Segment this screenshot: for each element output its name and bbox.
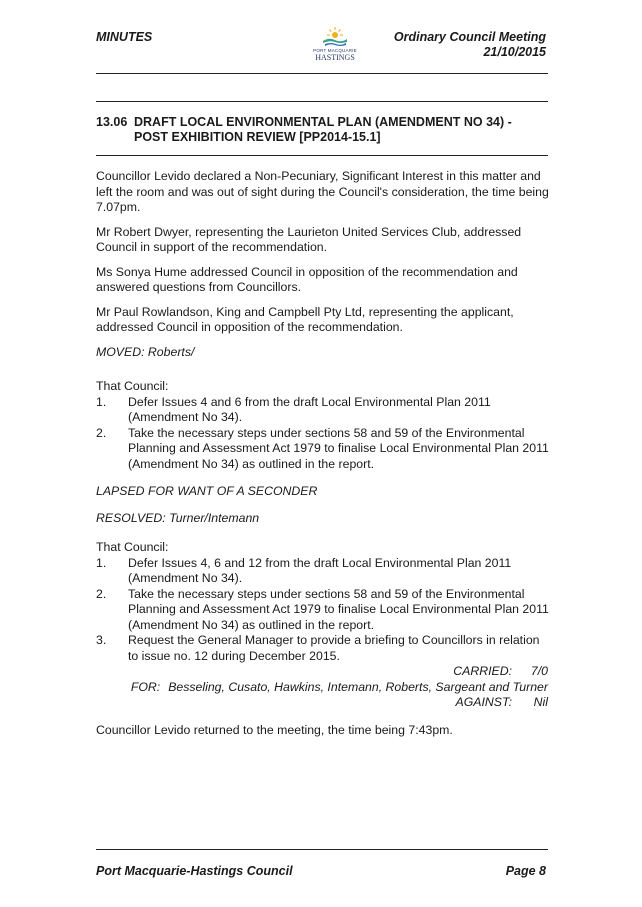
list-item xyxy=(96,633,551,664)
logo-big-text: HASTINGS xyxy=(315,53,355,62)
lapsed-line: LAPSED FOR WANT OF A SECONDER xyxy=(96,484,318,498)
list-item-text: Defer Issues 4, 6 and 12 from the draft Local Environmental Plan 2011 (Amendment No 34). xyxy=(128,555,512,585)
paragraph: Mr Paul Rowlandson, King and Campbell Pty Ltd, representing the applicant, addressed Council in opposition of the recommendation. xyxy=(96,304,514,334)
logo-small-text: PORT MACQUARIE xyxy=(313,48,357,53)
carried-value: 7/0 xyxy=(530,664,548,678)
list-item-number: 2. xyxy=(96,586,107,601)
for-value: Besseling, Cusato, Hawkins, Intemann, Roberts, Sargeant and Turner xyxy=(168,679,548,694)
list-item xyxy=(96,556,551,587)
vote-for xyxy=(96,680,548,696)
for-label: FOR: xyxy=(130,679,161,694)
footer-page-number: Page 8 xyxy=(505,864,546,878)
list-item-text: Request the General Manager to provide a briefing to Councillors in relation to issue no. 12 during December 2015. xyxy=(128,633,540,663)
list-item xyxy=(96,395,551,426)
meeting-date: 21/10/2015 xyxy=(483,45,546,59)
motion1-list xyxy=(96,395,551,473)
list-item xyxy=(96,587,551,634)
list-item-text: Take the necessary steps under sections 58 and 59 of the Environmental Planning and Assessment Act 1979 to finalise Local Environmental Plan 2011 (Amendment No 34) as outlined in the report. xyxy=(128,425,549,471)
list-item-number: 3. xyxy=(96,633,107,647)
motion2-intro: That Council: xyxy=(96,540,169,554)
meeting-name: Ordinary Council Meeting xyxy=(393,30,546,44)
motion1-intro: That Council: xyxy=(96,379,169,393)
carried-label: CARRIED: xyxy=(453,664,512,678)
header-rule xyxy=(96,73,548,74)
footer-council-name: Port Macquarie-Hastings Council xyxy=(96,864,293,878)
list-item-number: 1. xyxy=(96,555,107,570)
header-right xyxy=(394,30,546,60)
paragraph: Mr Robert Dwyer, representing the Laurieton United Services Club, addressed Council in support of the recommendation. xyxy=(96,224,522,254)
title-bottom-rule xyxy=(96,155,548,156)
list-item-text: Defer Issues 4 and 6 from the draft Local Environmental Plan 2011 (Amendment No 34). xyxy=(128,394,491,424)
sun-wave-logo-icon xyxy=(320,26,350,48)
council-logo xyxy=(304,26,366,66)
minutes-body xyxy=(96,169,551,747)
vote-carried xyxy=(96,664,548,680)
footer-rule xyxy=(96,849,548,850)
item-title-text: DRAFT LOCAL ENVIRONMENTAL PLAN (AMENDMENT NO 34) - POST EXHIBITION REVIEW [PP2014-15.1] xyxy=(134,115,512,144)
closing-paragraph: Councillor Levido returned to the meeting, the time being 7:43pm. xyxy=(96,722,453,737)
motion2-list xyxy=(96,556,551,665)
item-title xyxy=(96,115,548,145)
against-value: Nil xyxy=(533,695,548,709)
against-label: AGAINST: xyxy=(455,695,512,709)
list-item-number: 1. xyxy=(96,394,107,409)
item-number: 13.06 xyxy=(96,115,128,129)
paragraph: Councillor Levido declared a Non-Pecuniary, Significant Interest in this matter and left the room and was out of sight during the Council's consideration, the time being 7.07pm. xyxy=(96,169,549,214)
title-top-rule xyxy=(96,101,548,102)
list-item xyxy=(96,426,551,473)
vote-against xyxy=(96,695,548,711)
list-item-number: 2. xyxy=(96,425,107,440)
moved-line: MOVED: Roberts/ xyxy=(96,344,195,359)
paragraph: Ms Sonya Hume addressed Council in opposition of the recommendation and answered questions from Councillors. xyxy=(96,264,518,294)
list-item-text: Take the necessary steps under sections 58 and 59 of the Environmental Planning and Assessment Act 1979 to finalise Local Environmental Plan 2011 (Amendment No 34) as outlined in the report. xyxy=(128,586,549,632)
resolved-line: RESOLVED: Turner/Intemann xyxy=(96,510,260,525)
header-left-label: MINUTES xyxy=(96,30,153,44)
